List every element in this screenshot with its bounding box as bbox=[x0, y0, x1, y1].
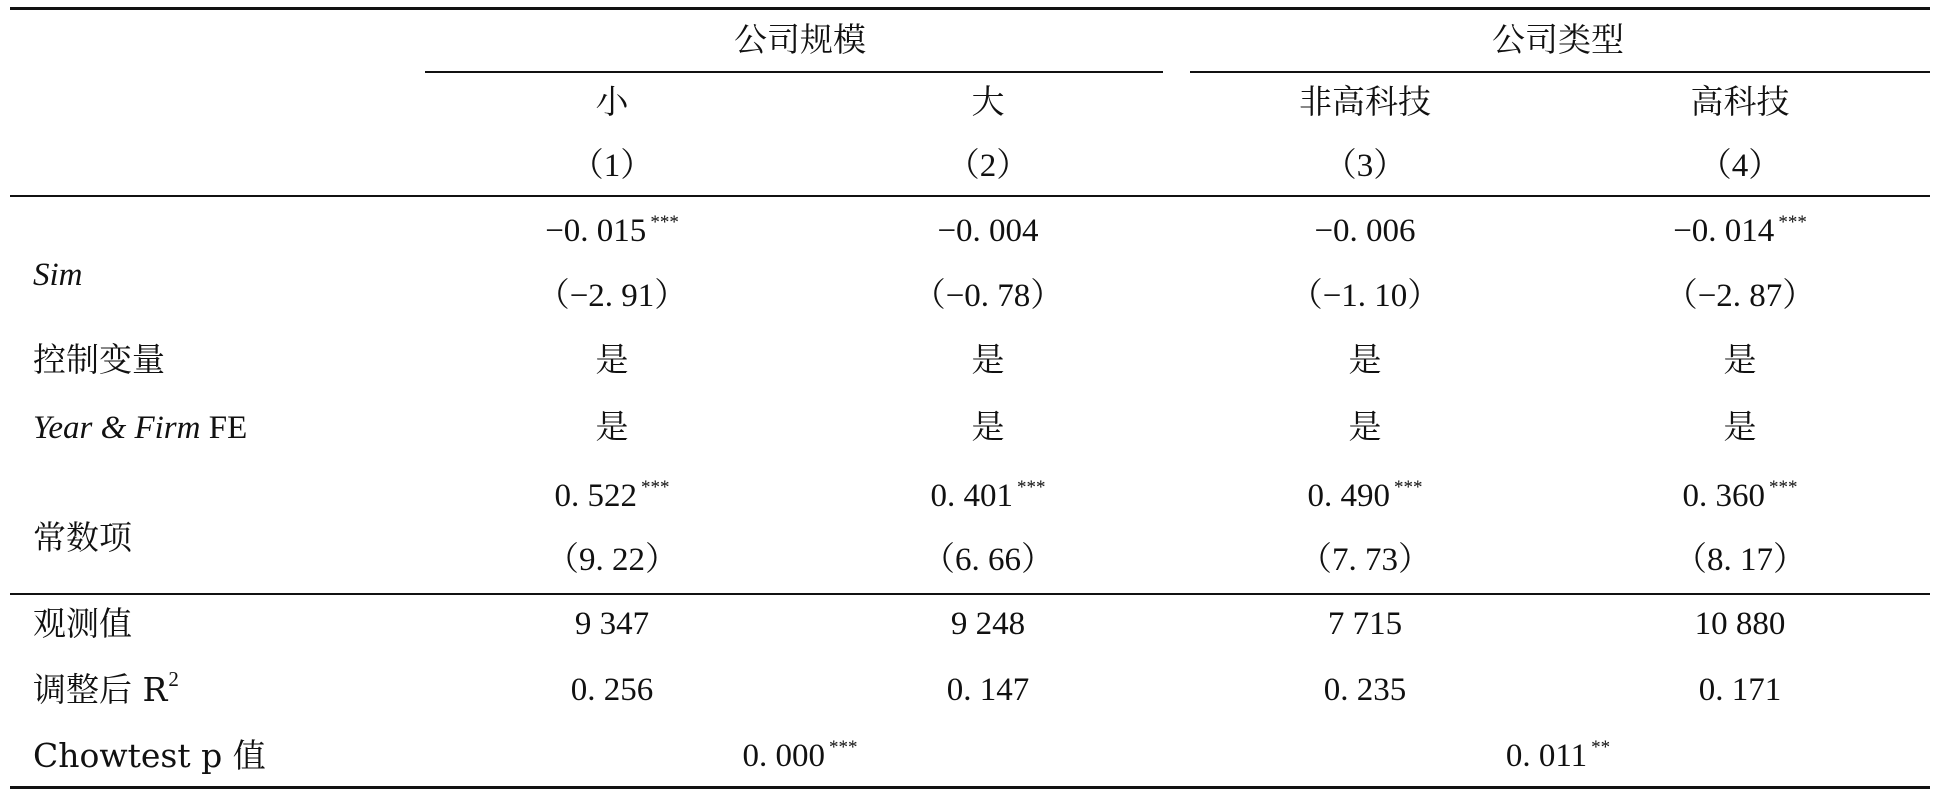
r2-value-4: 0. 171 bbox=[1698, 672, 1782, 708]
significance-stars: *** bbox=[829, 737, 858, 758]
const-coef-value: 0. 522 bbox=[554, 478, 637, 514]
chow-type-number: 0. 011 bbox=[1505, 738, 1588, 774]
significance-stars: ** bbox=[1591, 737, 1611, 758]
row-label-adjusted-r2 bbox=[33, 667, 179, 710]
controls-value-4: 是 bbox=[1723, 340, 1757, 379]
r2-label-superscript: 2 bbox=[168, 667, 179, 691]
r2-value-1: 0. 256 bbox=[570, 672, 654, 708]
table-top-rule bbox=[10, 7, 1930, 10]
const-coef-1 bbox=[555, 476, 670, 516]
obs-value-3: 7 715 bbox=[1327, 606, 1403, 642]
column-number-1: （1） bbox=[570, 148, 654, 184]
group-type-underline bbox=[1190, 71, 1930, 73]
sim-coef-3 bbox=[1314, 211, 1415, 251]
row-label-controls: 控制变量 bbox=[33, 340, 165, 379]
const-coef-3 bbox=[1308, 476, 1423, 516]
sim-coef-value: −0. 015 bbox=[545, 213, 647, 249]
group-label-type: 公司类型 bbox=[1492, 20, 1624, 59]
row-label-chowtest: Chowtest p 值 bbox=[33, 736, 266, 775]
const-coef-4 bbox=[1683, 476, 1798, 516]
column-number-4: （4） bbox=[1698, 148, 1782, 184]
obs-value-1: 9 347 bbox=[574, 606, 650, 642]
significance-stars: *** bbox=[650, 212, 679, 233]
sim-coef-value: −0. 014 bbox=[1673, 213, 1775, 249]
significance-stars: *** bbox=[1394, 477, 1423, 498]
column-number-2: （2） bbox=[946, 148, 1030, 184]
significance-stars: *** bbox=[1778, 212, 1807, 233]
sim-coef-1 bbox=[545, 211, 679, 251]
row-label-fixed-effects bbox=[33, 407, 247, 448]
column-label-large: 大 bbox=[971, 82, 1005, 121]
sim-coef-value: −0. 004 bbox=[937, 213, 1039, 249]
body-mid-rule bbox=[10, 593, 1930, 595]
row-label-sim: Sim bbox=[33, 257, 83, 293]
chow-size-number: 0. 000 bbox=[742, 738, 825, 774]
obs-value-2: 9 248 bbox=[950, 606, 1026, 642]
chow-size-value bbox=[743, 736, 858, 776]
sim-tstat-2: （−0. 78） bbox=[912, 278, 1064, 314]
controls-value-1: 是 bbox=[595, 340, 629, 379]
controls-value-3: 是 bbox=[1348, 340, 1382, 379]
fe-label-italic: Year & Firm bbox=[33, 410, 201, 446]
group-label-size: 公司规模 bbox=[734, 20, 866, 59]
const-coef-value: 0. 401 bbox=[930, 478, 1013, 514]
const-tstat-1: （9. 22） bbox=[546, 542, 678, 578]
row-label-constant: 常数项 bbox=[33, 518, 132, 557]
row-label-observations: 观测值 bbox=[33, 604, 132, 643]
table-bottom-rule bbox=[10, 786, 1930, 789]
sim-coef-4 bbox=[1673, 211, 1807, 251]
fe-label-tail: FE bbox=[200, 410, 248, 446]
const-coef-value: 0. 490 bbox=[1307, 478, 1390, 514]
r2-value-3: 0. 235 bbox=[1323, 672, 1407, 708]
fe-value-1: 是 bbox=[595, 407, 629, 446]
significance-stars: *** bbox=[641, 477, 670, 498]
significance-stars: *** bbox=[1769, 477, 1798, 498]
r2-label-text: 调整后 R bbox=[33, 670, 168, 709]
sim-tstat-3: （−1. 10） bbox=[1289, 278, 1441, 314]
header-bottom-rule bbox=[10, 195, 1930, 197]
fe-value-3: 是 bbox=[1348, 407, 1382, 446]
sim-tstat-1: （−2. 91） bbox=[536, 278, 688, 314]
const-coef-value: 0. 360 bbox=[1682, 478, 1765, 514]
sim-coef-value: −0. 006 bbox=[1314, 213, 1416, 249]
sim-coef-2 bbox=[937, 211, 1038, 251]
const-coef-2 bbox=[931, 476, 1046, 516]
significance-stars: *** bbox=[1017, 477, 1046, 498]
obs-value-4: 10 880 bbox=[1694, 606, 1786, 642]
group-size-underline bbox=[425, 71, 1163, 73]
fe-value-4: 是 bbox=[1723, 407, 1757, 446]
chow-type-value bbox=[1506, 736, 1610, 776]
column-label-non-hightech: 非高科技 bbox=[1299, 82, 1431, 121]
const-tstat-3: （7. 73） bbox=[1299, 542, 1431, 578]
sim-tstat-4: （−2. 87） bbox=[1664, 278, 1816, 314]
column-label-hightech: 高科技 bbox=[1690, 82, 1790, 121]
const-tstat-4: （8. 17） bbox=[1674, 542, 1806, 578]
column-label-small: 小 bbox=[595, 82, 629, 121]
column-number-3: （3） bbox=[1323, 148, 1407, 184]
controls-value-2: 是 bbox=[971, 340, 1005, 379]
fe-value-2: 是 bbox=[971, 407, 1005, 446]
r2-value-2: 0. 147 bbox=[946, 672, 1030, 708]
const-tstat-2: （6. 66） bbox=[922, 542, 1054, 578]
